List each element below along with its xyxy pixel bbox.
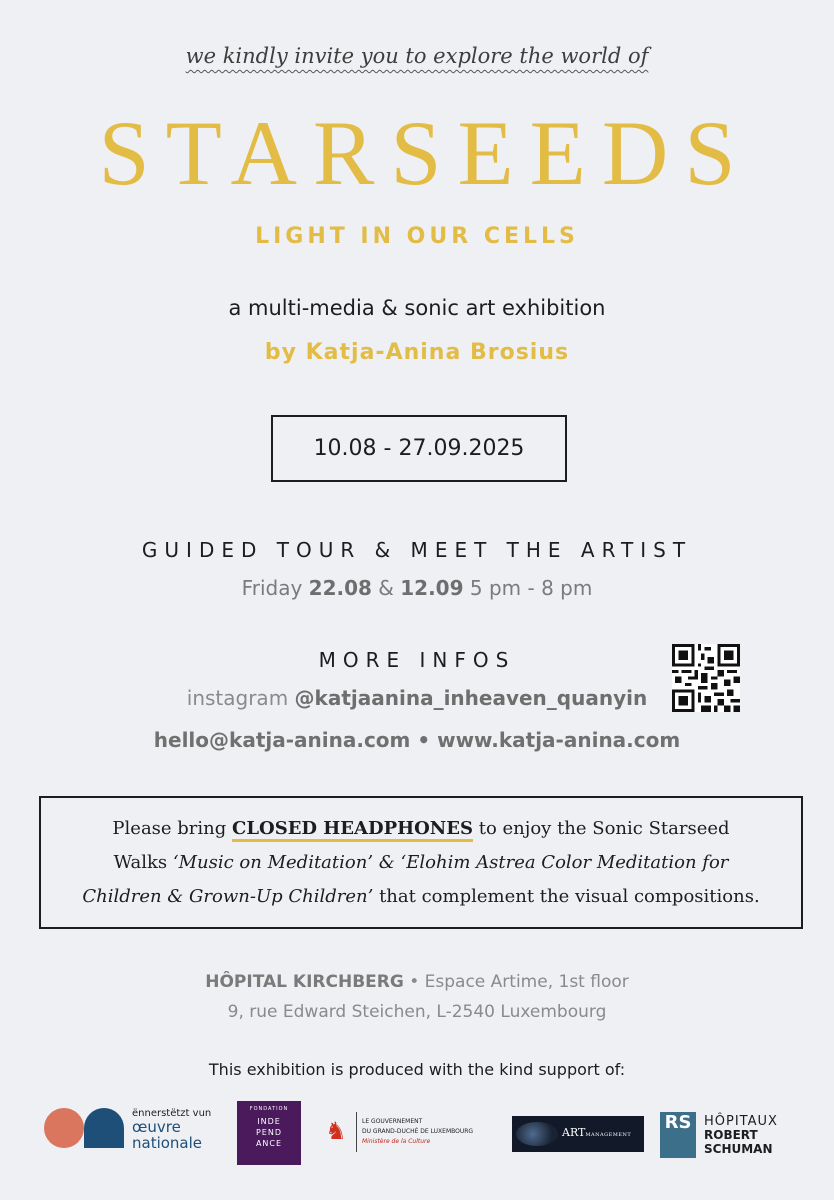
tour-date-2: 12.09	[400, 576, 464, 600]
tour-amp: &	[378, 576, 394, 600]
notice-children-title: Children & Grown-Up Children’	[82, 886, 374, 907]
hrs-line-1: HÔPITAUX	[704, 1114, 778, 1129]
gouv-line-3: Ministère de la Culture	[362, 1138, 431, 1145]
tour-time: 5 pm - 8 pm	[469, 576, 593, 600]
logo-divider	[356, 1112, 357, 1152]
gouv-line-1: LE GOUVERNEMENT	[362, 1118, 423, 1125]
tour-heading: GUIDED TOUR & MEET THE ARTIST	[141, 538, 693, 562]
headphones-notice	[39, 796, 803, 929]
invite-line: we kindly invite you to explore the world of	[185, 44, 649, 68]
notice-end: that complement the visual compositions.	[379, 886, 760, 907]
venue-name: HÔPITAL KIRCHBERG	[205, 972, 404, 992]
instagram-label: instagram	[186, 686, 289, 710]
oeuvre-name: œuvre nationale	[132, 1118, 203, 1152]
gouv-line-2: DU GRAND-DUCHÉ DE LUXEMBOURG	[362, 1128, 474, 1135]
logo-arch-icon	[84, 1108, 124, 1148]
hopitaux-robert-schuman-logo	[660, 1112, 800, 1158]
exhibition-title: STARSEEDS	[98, 102, 752, 204]
hrs-line-3: SCHUMAN	[704, 1142, 773, 1156]
qr-code-icon[interactable]	[672, 644, 740, 712]
notice-intro: Please bring	[112, 818, 227, 839]
date-range: 10.08 - 27.09.2025	[313, 436, 525, 461]
notice-music-title: ‘Music on Meditation’ & ‘Elohim Astrea Color Meditation for	[172, 852, 729, 873]
venue-detail: • Espace Artime, 1st floor	[409, 972, 629, 992]
tour-date-1: 22.08	[308, 576, 372, 600]
date-box	[271, 415, 567, 482]
venue-line	[0, 972, 834, 992]
oeuvre-small-text: ënnerstëtzt vun	[132, 1108, 212, 1119]
tour-day: Friday	[241, 576, 303, 600]
rs-monogram-icon: RS	[660, 1112, 696, 1158]
notice-highlight: CLOSED HEADPHONES	[232, 818, 473, 839]
more-infos-heading: MORE INFOS	[318, 648, 516, 672]
fondation-independance-logo	[237, 1101, 301, 1165]
notice-line-3	[41, 880, 801, 914]
notice-line-2	[41, 846, 801, 880]
indep-3: ANCE	[255, 1139, 283, 1148]
exhibition-subtitle: LIGHT IN OUR CELLS	[255, 224, 579, 249]
gouvernement-luxembourg-logo	[322, 1112, 502, 1156]
artist-name: by Katja-Anina Brosius	[264, 340, 570, 365]
tour-times	[0, 576, 834, 600]
notice-walks: Walks	[113, 852, 173, 873]
hrs-line-2: ROBERT	[704, 1128, 758, 1142]
notice-line-1	[41, 812, 801, 846]
notice-mid: to enjoy the Sonic Starseed	[478, 818, 730, 839]
venue-address: 9, rue Edward Steichen, L-2540 Luxembourg	[227, 1002, 607, 1022]
indep-top: FONDATION	[249, 1106, 289, 1112]
support-line: This exhibition is produced with the kind support of:	[208, 1060, 626, 1079]
contact-line[interactable]: hello@katja-anina.com • www.katja-anina.com	[153, 728, 681, 752]
indep-1: INDE	[257, 1117, 281, 1126]
cosmic-swirl-icon	[516, 1122, 558, 1146]
logo-circle-icon	[44, 1108, 84, 1148]
oeuvre-nationale-logo	[44, 1104, 224, 1154]
red-lion-icon: ♞	[325, 1117, 347, 1145]
tagline: a multi-media & sonic art exhibition	[228, 296, 606, 320]
instagram-handle[interactable]: @katjaanina_inheaven_quanyin	[294, 686, 648, 710]
art-management-label: ARTMANAGEMENT	[562, 1126, 632, 1139]
art-management-logo	[512, 1116, 644, 1152]
indep-2: PEND	[255, 1128, 283, 1137]
